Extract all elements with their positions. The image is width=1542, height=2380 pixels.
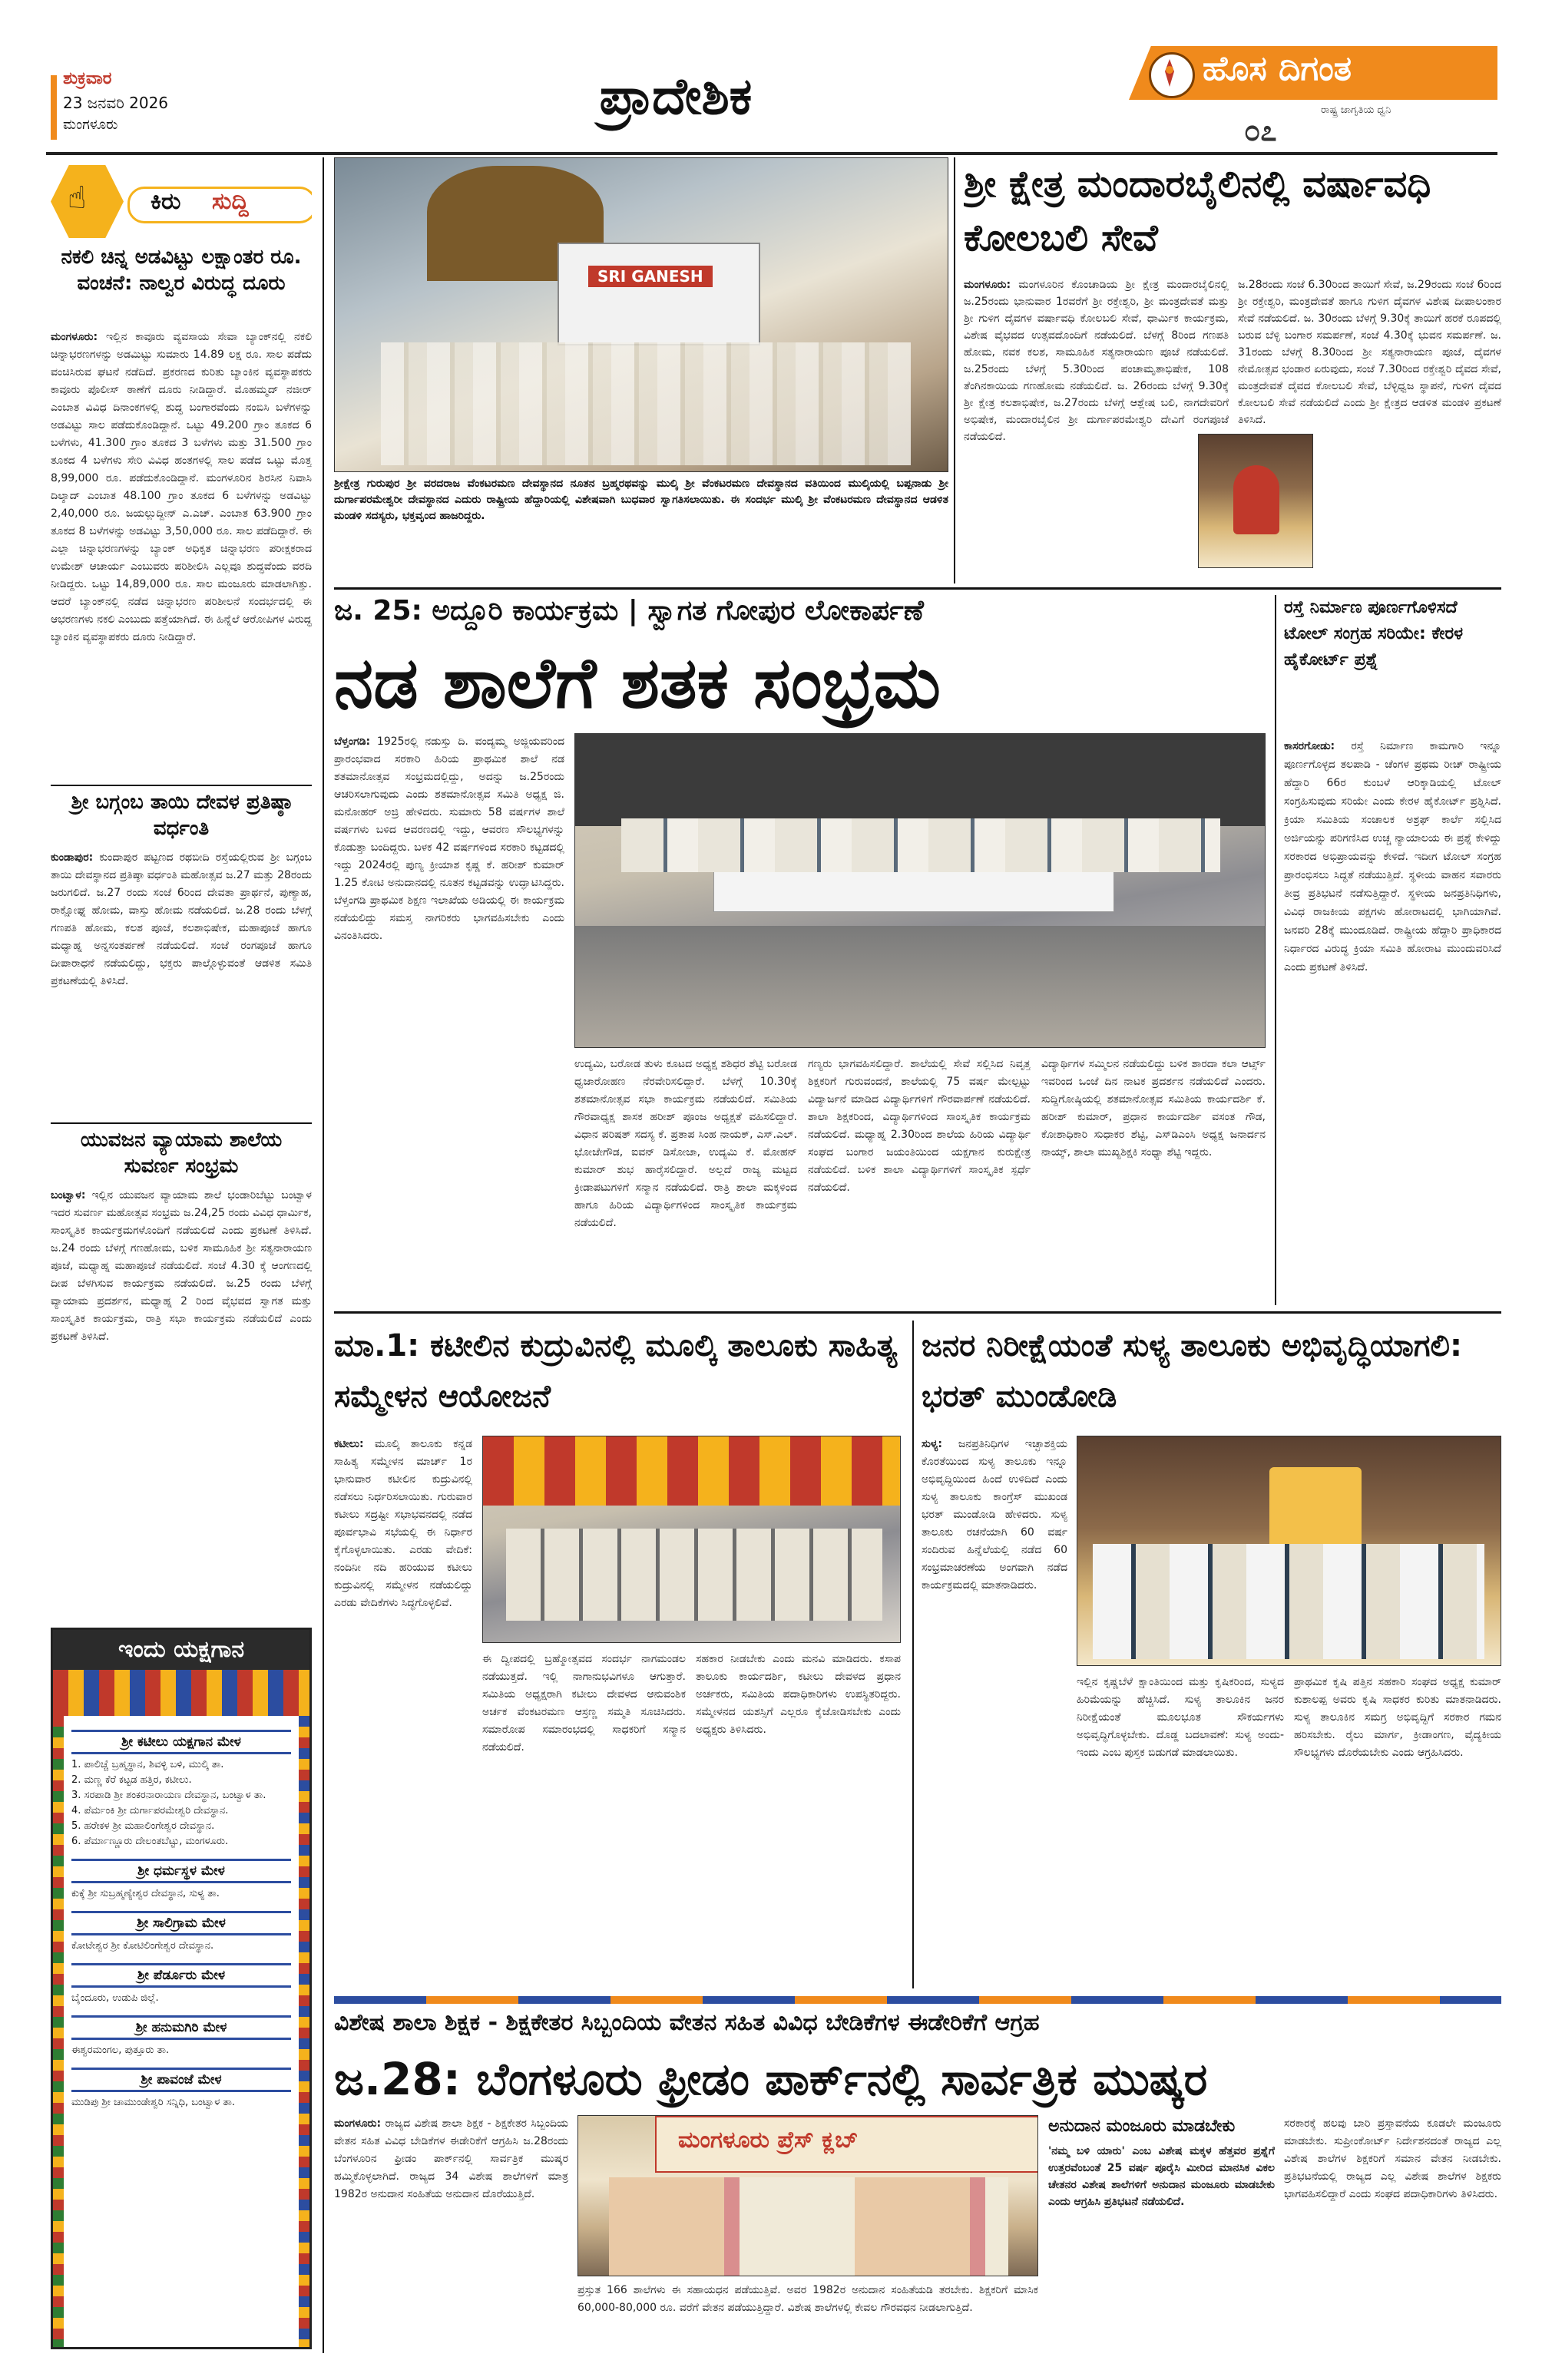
brief-body-wrap xyxy=(51,329,312,646)
seated-people xyxy=(621,818,1220,872)
dignitaries-on-stage xyxy=(1093,1544,1484,1659)
group-of-people xyxy=(381,342,911,465)
paper-name: ಹೊಸ ದಿಗಂತ xyxy=(1203,49,1352,88)
brief-divider xyxy=(51,1122,312,1124)
kola-body-b: ಜ.28ರಂದು ಸಂಜೆ 6.30ರಿಂದ ತಾಯಿಗೆ ಸೇವೆ, ಜ.29ರಂದು ಸಂಜೆ 6ರಿಂದ ಶ್ರೀ ರಕ್ತೇಶ್ವರಿ, ಮಂತ್ರದೇವತೆ ಹಾಗೂ ಗುಳಿಗ ದೈವಗಳ ವಿಶೇಷ ದೀಪಾಲಂಕಾರ ಸೇವೆ ನಡೆಯಲಿದೆ. ಜ. 30ರಂದು ಬೆಳಗ್ಗೆ 9.30ಕ್ಕೆ ತಾಯಿಗೆ ಹರಕೆ ರೂಪದಲ್ಲಿ ಬರುವ ಬೆಳ್ಳಿ ಬಂಗಾರ ಸಮರ್ಪಣೆ, ಸಂಜೆ 4.30ಕ್ಕೆ ಭುವನ ಸಮರ್ಪಣೆ. ಜ. 31ರಂದು ಬೆಳಗ್ಗೆ 8.30ರಿಂದ ಶ್ರೀ ಸತ್ಯನಾರಾಯಣ ಪೂಜೆ, ದೈವಗಳ ನೇಮೋತ್ಸವ ಭಂಡಾರ ಏರುವುದು, ಸಂಜೆ 7.30ರಿಂದ ರಕ್ತೇಶ್ವರಿ ದೈವದ ಸೇವೆ, ಮಂತ್ರದೇವತೆ ದೈವದ ಕೋಲಬಲಿ ಸೇವೆ, ಬೆಳ್ಳಿಧ್ವಜ ಸ್ಥಾಪನೆ, ಗುಳಿಗ ದೈವದ ಕೋಲಬಲಿ ಸೇವೆ ನಡೆಯಲಿದೆ ಎಂದು ಶ್ರೀ ಕ್ಷೇತ್ರದ ಆಡಳಿತ ಮಂಡಳಿ ಪ್ರಕಟಣೆ ತಿಳಿಸಿದೆ. xyxy=(1238,279,1501,426)
troupe-venue: ಕುಕ್ಕೆ ಶ್ರೀ ಸುಬ್ರಹ್ಮಣ್ಯೇಶ್ವರ ದೇವಸ್ಥಾನ, ಸುಳ್ಯ ತಾ. xyxy=(71,1888,220,1899)
strike-top-band xyxy=(334,1996,1501,2004)
school-body-1: 1925ರಲ್ಲಿ ನಡುಸ್ತು ದಿ. ವಂದ್ಯಮ್ಮ ಅಜ್ಜಿಯವರಿಂದ ಪ್ರಾರಂಭವಾದ ಸರಕಾರಿ ಹಿರಿಯ ಪ್ರಾಥಮಿಕ ಶಾಲೆ ನಡ ಶತಮಾನೋತ್ಸವ ಸಂಭ್ರಮದಲ್ಲಿದ್ದು, ಅದನ್ನು ಜ.25ರಂದು ಆಚರಿಸಲಾಗುವುದು ಎಂದು ಶತಮಾನೋತ್ಸವ ಸಮಿತಿ ಅಧ್ಯಕ್ಷ ಜಿ. ಮನೋಹರ್ ಅಜ್ರಿ ಹೇಳಿದರು. ಸುಮಾರು 58 ವರ್ಷಗಳ ಶಾಲೆ ವರ್ಷಗಳು ಬಳಿದ ಆವರಣದಲ್ಲಿ ಇದ್ದು, ಆವರಣ ಸೌಲಭ್ಯಗಳನ್ನು ಕೊಡುತ್ತಾ ಬಂದಿದ್ದರು. ಬಳಕ 42 ವರ್ಷಗಳಿಂದ ಸರಕಾರಿ ಕಟ್ಟಡದಲ್ಲಿ ಇದ್ದು 2024ರಲ್ಲಿ ಪುಣ್ಯ ಕ್ರೀಯಾಶ ಕೃಷ್ಣ ಕೆ. ಹರೀಶ್ ಕುಮಾರ್ 1.25 ಕೋಟಿ ಅನುದಾನದಲ್ಲಿ ನೂತನ ಕಟ್ಟಡವನ್ನು ಉದ್ಘಾಟಿಸಿದ್ದರು. ಬೆಳ್ತಂಗಡಿ ಪ್ರಾಥಮಿಕ ಶಿಕ್ಷಣ ಇಲಾಖೆಯ ಅಡಿಯಲ್ಲಿ ಈ ಕಾರ್ಯಕ್ರಮ ನಡೆಯಲಿದ್ದು ಸಮಸ್ತ ನಾಗರಿಕರು ಭಾಗವಹಿಸಬೇಕು ಎಂದು ವಿನಂತಿಸಿದರು. xyxy=(334,735,564,942)
strike-subhead: ಅನುದಾನ ಮಂಜೂರು ಮಾಡಬೇಕು xyxy=(1048,2117,1236,2136)
brief-headline: ಶ್ರೀ ಬಗ್ಗಂಬ ತಾಯಿ ದೇವಳ ಪ್ರತಿಷ್ಠಾ ವರ್ಧಂತಿ xyxy=(71,791,292,840)
section-rule xyxy=(334,587,1501,590)
troupe-venue: 6. ಪೆರ್ಮಾಣ್ಣೂರು ದೇಲಂತಬೆಟ್ಟು, ಮಂಗಳೂರು. xyxy=(71,1836,229,1847)
temple-photo-caption: ಶ್ರೀಕ್ಷೇತ್ರ ಗುರುಪುರ ಶ್ರೀ ವರದರಾಜ ವೆಂಕಟರಮಣ ದೇವಸ್ಥಾನದ ನೂತನ ಬ್ರಹ್ಮರಥವನ್ನು ಮುಲ್ಕಿ ಶ್ರೀ ವೆಂಕಟರಮಣ ದೇವಸ್ಥಾನದ ವತಿಯಿಂದ ಮುಲ್ಕಿಯಲ್ಲಿ ಬಪ್ಪನಾಡು ಶ್ರೀ ದುರ್ಗಾಪರಮೇಶ್ವರೀ ದೇವಸ್ಥಾನದ ಎದುರು ರಾಷ್ಟ್ರೀಯ ಹೆದ್ದಾರಿಯಲ್ಲಿ ವಿಶೇಷವಾಗಿ ಬುಧವಾರ ಸ್ವಾಗತಿಸಲಾಯಿತು. ಈ ಸಂದರ್ಭ ಮುಲ್ಕಿ ಶ್ರೀ ವೆಂಕಟರಮಣ ದೇವಸ್ಥಾನದ ಆಡಳಿತ ಮಂಡಳಿ ಸದಸ್ಯರು, ಭಕ್ತವೃಂದ ಹಾಜರಿದ್ದರು. xyxy=(334,478,948,522)
strike-body-1: ರಾಜ್ಯದ ವಿಶೇಷ ಶಾಲಾ ಶಿಕ್ಷಕ - ಶಿಕ್ಷಕೇತರ ಸಿಬ್ಬಂದಿಯ ವೇತನ ಸಹಿತ ವಿವಿಧ ಬೇಡಿಕೆಗಳ ಈಡೇರಿಕೆಗೆ ಆಗ್ರಹಿಸಿ ಜ.28ರಂದು ಬೆಂಗಳೂರಿನ ಫ್ರೀಡಂ ಪಾರ್ಕ್‌ನಲ್ಲಿ ಸಾರ್ವತ್ರಿಕ ಮುಷ್ಕರ ಹಮ್ಮಿಕೊಳ್ಳಲಾಗಿದೆ. ರಾಜ್ಯದ 34 ವಿಶೇಷ ಶಾಲೆಗಳಿಗೆ ಮಾತ್ರ 1982ರ ಅನುದಾನ ಸಂಹಿತೆಯ ಅನುದಾನ ದೊರೆಯುತ್ತಿದೆ. xyxy=(334,2117,568,2200)
strike-col2 xyxy=(577,2282,1038,2361)
sahitya-body-1: ಮೂಲ್ಕಿ ತಾಲೂಕು ಕನ್ನಡ ಸಾಹಿತ್ಯ ಸಮ್ಮೇಳನ ಮಾರ್ಚ್ 1ರ ಭಾನುವಾರ ಕಟೀಲಿನ ಕುದ್ರುವಿನಲ್ಲಿ ನಡೆಸಲು ನಿರ್ಧರಿಸಲಾಯಿತು. ಗುರುವಾರ ಕಟೀಲು ಸದ್ರಷ್ಟೀ ಸಭಾಭವನದಲ್ಲಿ ನಡೆದ ಪೂರ್ವಭಾವಿ ಸಭೆಯಲ್ಲಿ ಈ ನಿರ್ಧಾರ ಕೈಗೊಳ್ಳಲಾಯಿತು. ಎರಡು ವೇದಿಕೆ: ನಂದಿನೀ ನದಿ ಹರಿಯುವ ಕಟೀಲು ಕುದ್ರುವಿನಲ್ಲಿ ಸಮ್ಮೇಳನ ನಡೆಯಲಿದ್ದು ಎರಡು ವೇದಿಕೆಗಳು ಸಿದ್ಧಗೊಳ್ಳಲಿವೆ. xyxy=(334,1438,472,1609)
brief-body-wrap xyxy=(51,849,312,990)
troupe-venue: ಬೈಂದೂರು, ಉಡುಪಿ ಜಿಲ್ಲೆ. xyxy=(71,1992,159,2004)
troupe-name: ಶ್ರೀ ಧರ್ಮಸ್ಥಳ ಮೇಳ xyxy=(71,1859,291,1883)
brief-headline: ಯುವಜನ ವ್ಯಾಯಾಮ ಶಾಲೆಯ ಸುವರ್ಣ ಸಂಭ್ರಮ xyxy=(80,1129,283,1178)
yakshagana-border-right xyxy=(299,1716,309,2347)
brief-body: ಕುಂದಾಪುರ ಪಟ್ಟಣದ ರಥಬೀದಿ ರಸ್ತೆಯಲ್ಲಿರುವ ಶ್ರೀ ಬಗ್ಗಂಬ ತಾಯಿ ದೇವಸ್ಥಾನದ ಪ್ರತಿಷ್ಠಾ ವರ್ಧಂತಿ ಮಹೋತ್ಸವ ಜ.27 ಮತ್ತು 28ರಂದು ಜರುಗಲಿದೆ. ಜ.27 ರಂದು ಸಂಜೆ 6ರಿಂದ ದೇವತಾ ಪ್ರಾರ್ಥನೆ, ಪುಣ್ಯಾಹ, ರಾಕ್ಷೋಘ್ನ ಹೋಮ, ವಾಸ್ತು ಹೋಮ ನಡೆಯಲಿದೆ. ಜ.28 ರಂದು ಬೆಳಗ್ಗೆ ಗಣಪತಿ ಹೋಮ, ಕಲಶ ಪೂಜೆ, ಕಲಶಾಭಿಷೇಕ, ಮಹಾಪೂಜೆ ಹಾಗೂ ಮಧ್ಯಾಹ್ನ ಅನ್ನಸಂತರ್ಪಣೆ ನಡೆಯಲಿದೆ. ಸಂಜೆ ರಂಗಪೂಜೆ ಹಾಗೂ ದೀಪಾರಾಧನೆ ನಡೆಯಲಿದ್ದು, ಭಕ್ತರು ಪಾಲ್ಗೊಳ್ಳುವಂತೆ ಆಡಳಿತ ಸಮಿತಿ ಪ್ರಕಟಣೆಯಲ್ಲಿ ತಿಳಿಸಿದೆ. xyxy=(51,851,312,987)
sullia-stage-photo xyxy=(1077,1436,1501,1666)
sahitya-body-3: ಸಹಕಾರ ನೀಡಬೇಕು ಎಂದು ಮನವಿ ಮಾಡಿದರು. ಕಸಾಪ ತಾಲೂಕು ಕಾರ್ಯದರ್ಶಿ, ಕಟೀಲು ದೇವಳದ ಪ್ರಧಾನ ಅರ್ಚಕರು, ಸಮಿತಿಯ ಪದಾಧಿಕಾರಿಗಳು ಉಪಸ್ಥಿತರಿದ್ದರು. ಸಮ್ಮೇಳನದ ಯಶಸ್ಸಿಗೆ ಎಲ್ಲರೂ ಕೈಜೋಡಿಸಬೇಕು ಎಂದು ಅಧ್ಯಕ್ಷರು ತಿಳಿಸಿದರು. xyxy=(696,1653,901,1736)
troupe-name: ಶ್ರೀ ಕಟೀಲು ಯಕ್ಷಗಾನ ಮೇಳ xyxy=(71,1730,291,1754)
issue-city: ಮಂಗಳೂರು xyxy=(63,117,118,133)
school-kicker: ಜ. 25: ಅದ್ದೂರಿ ಕಾರ್ಯಕ್ರಮ | ಸ್ವಾಗತ ಗೋಪುರ ಲೋಕಾರ್ಪಣೆ xyxy=(334,595,924,626)
sahitya-col3 xyxy=(696,1651,901,1988)
sahitya-body-2: ಈ ದ್ವೀಪದಲ್ಲಿ ಬ್ರಹ್ಮೋತ್ಸವದ ಸಂದರ್ಭ ನಾಗಮಂಡಲ ನಡೆಯುತ್ತದೆ. ಇಲ್ಲಿ ನಾಗಾನುಭವಿಗಳೂ ಆಗುತ್ತಾರೆ. ಸಮಿತಿಯ ಅಧ್ಯಕ್ಷರಾಗಿ ಕಟೀಲು ದೇವಳದ ಆನುವಂಶಿಕ ಅರ್ಚಕ ವೆಂಕಟರಮಣ ಆಸ್ರಣ್ಣ ಸಮ್ಮತಿ ಸೂಚಿಸಿದರು. ಸಮಾರೋಪ ಸಮಾರಂಭದಲ್ಲಿ ಸಾಧಕರಿಗೆ ಸನ್ಮಾನ ನಡೆಯಲಿದೆ. xyxy=(482,1653,686,1754)
school-body-2: ಉದ್ಯಮಿ, ಬರೋಡ ತುಳು ಕೂಟದ ಅಧ್ಯಕ್ಷ ಶಶಿಧರ ಶೆಟ್ಟಿ ಬರೋಡ ಧ್ವಜಾರೋಹಣ ನೆರವೇರಿಸಲಿದ್ದಾರೆ. ಬೆಳಗ್ಗೆ 10.30ಕ್ಕೆ ಶತಮಾನೋತ್ಸವ ಸಭಾ ಕಾರ್ಯಕ್ರಮ ನಡೆಯಲಿದೆ. ಸಮಿತಿಯ ಗೌರವಾಧ್ಯಕ್ಷ ಶಾಸಕ ಹರೀಶ್ ಪೂಂಜ ಅಧ್ಯಕ್ಷತೆ ವಹಿಸಲಿದ್ದಾರೆ. ವಿಧಾನ ಪರಿಷತ್ ಸದಸ್ಯ ಕೆ. ಪ್ರತಾಪ ಸಿಂಹ ನಾಯಕ್, ಎಸ್.ಎಲ್. ಭೋಜೇಗೌಡ, ಐವನ್ ಡಿಸೋಜಾ, ಉದ್ಯಮಿ ಕೆ. ಮೋಹನ್ ಕುಮಾರ್ ಶುಭ ಹಾರೈಸಲಿದ್ದಾರೆ. ಅಲ್ಲದೆ ರಾಜ್ಯ ಮಟ್ಟದ ಕ್ರೀಡಾಪಟುಗಳಿಗೆ ಸನ್ಮಾನ ನಡೆಯಲಿದೆ. ರಾತ್ರಿ ಶಾಲಾ ಮಕ್ಕಳಿಂದ ಹಾಗೂ ಹಿರಿಯ ವಿದ್ಯಾರ್ಥಿಗಳಿಂದ ಸಾಂಸ್ಕೃತಿಕ ಕಾರ್ಯಕ್ರಮ ನಡೆಯಲಿದೆ. xyxy=(574,1058,797,1229)
toll-body: ರಸ್ತೆ ನಿರ್ಮಾಣ ಕಾಮಗಾರಿ ಇನ್ನೂ ಪೂರ್ಣಗೊಳ್ಳದ ತಲಪಾಡಿ - ಚೆಂಗಳ ಪ್ರಥಮ ರೀಚ್ ರಾಷ್ಟ್ರೀಯ ಹೆದ್ದಾರಿ 66ರ ಕುಂಬಳೆ ಆರಿಕ್ಕಾಡಿಯಲ್ಲಿ ಟೋಲ್ ಸಂಗ್ರಹಿಸುವುದು ಸರಿಯೇ ಎಂದು ಕೇರಳ ಹೈಕೋರ್ಟ್ ಪ್ರಶ್ನಿಸಿದೆ. ಕ್ರಿಯಾ ಸಮಿತಿಯ ಸಂಚಾಲಕ ಅಶ್ರಫ್ ಕಾರ್ಲೆ ಸಲ್ಲಿಸಿದ ಅರ್ಜಿಯನ್ನು ಪರಿಗಣಿಸಿದ ಉಚ್ಚ ನ್ಯಾಯಾಲಯ ಈ ಪ್ರಶ್ನೆ ಕೇಳಿದ್ದು ಸರಕಾರದ ಅಭಿಪ್ರಾಯವನ್ನು ಕೇಳಿದೆ. ಇದೀಗ ಟೋಲ್ ಸಂಗ್ರಹ ಪ್ರಾರಂಭಿಸಲು ಸಿದ್ಧತೆ ನಡೆಯುತ್ತಿದೆ. ಸ್ಥಳೀಯ ವಾಹನ ಸವಾರರು ತೀವ್ರ ಪ್ರತಿಭಟನೆ ನಡೆಸುತ್ತಿದ್ದಾರೆ. ಸ್ಥಳೀಯ ಜನಪ್ರತಿನಿಧಿಗಳು, ವಿವಿಧ ರಾಜಕೀಯ ಪಕ್ಷಗಳು ಹೋರಾಟದಲ್ಲಿ ಭಾಗಿಯಾಗಿವೆ. ಜನವರಿ 28ಕ್ಕೆ ಮುಂದೂಡಿದೆ. ರಾಷ್ಟ್ರೀಯ ಹೆದ್ದಾರಿ ಪ್ರಾಧಿಕಾರದ ನಿರ್ಧಾರದ ವಿರುದ್ಧ ಕ್ರಿಯಾ ಸಮಿತಿ ಹೋರಾಟ ಮುಂದುವರಿಸಿದೆ ಎಂದು ಪ್ರಕಟಣೆ ತಿಳಿಸಿದೆ. xyxy=(1284,740,1501,973)
brief-headline: ನಕಲಿ ಚಿನ್ನ ಅಡವಿಟ್ಟು ಲಕ್ಷಾಂತರ ರೂ. ವಂಚನೆ: ನಾಲ್ವರ ವಿರುದ್ಧ ದೂರು xyxy=(61,246,302,295)
troupe-venue: 4. ಪೆರ್ಮಂಕಿ ಶ್ರೀ ದುರ್ಗಾಪರಮೇಶ್ವರಿ ದೇವಸ್ಥಾನ. xyxy=(71,1805,229,1816)
hall-curtain xyxy=(483,1436,901,1506)
sahitya-headline: ಮಾ.1: ಕಟೀಲಿನ ಕುದ್ರುವಿನಲ್ಲಿ ಮೂಲ್ಕಿ ತಾಲೂಕು ಸಾಹಿತ್ಯ ಸಮ್ಮೇಳನ ಆಯೋಜನೆ xyxy=(334,1328,898,1414)
school-body-4: ವಿದ್ಯಾರ್ಥಿಗಳ ಸಮ್ಮಿಲನ ನಡೆಯಲಿದ್ದು ಬಳಿಕ ಶಾರದಾ ಕಲಾ ಆರ್ಟ್ಸ್ ಇವರಿಂದ ಒಂಜೆ ದಿನ ನಾಟಕ ಪ್ರದರ್ಶನ ನಡೆಯಲಿದೆ ಎಂದರು. ಸುದ್ದಿಗೋಷ್ಠಿಯಲ್ಲಿ ಶತಮಾನೋತ್ಸವ ಸಮಿತಿಯ ಕಾರ್ಯದರ್ಶಿ ಕೆ. ಹರೀಶ್ ಕುಮಾರ್, ಪ್ರಧಾನ ಕಾರ್ಯದರ್ಶಿ ವಸಂತ ಗೌಡ, ಕೋಶಾಧಿಕಾರಿ ಸುಧಾಕರ ಶೆಟ್ಟಿ, ಎಸ್‌ಡಿಎಂಸಿ ಅಧ್ಯಕ್ಷ ಜನಾರ್ದನ ನಾಯ್ಕ್, ಶಾಲಾ ಮುಖ್ಯಶಿಕ್ಷಕಿ ಸಂಧ್ಯಾ ಶೆಟ್ಟಿ ಇದ್ದರು. xyxy=(1041,1058,1266,1159)
strike-kicker: ವಿಶೇಷ ಶಾಲಾ ಶಿಕ್ಷಕ - ಶಿಕ್ಷಕೇತರ ಸಿಬ್ಬಂದಿಯ ವೇತನ ಸಹಿತ ವಿವಿಧ ಬೇಡಿಕೆಗಳ ಈಡೇರಿಕೆಗೆ ಆಗ್ರಹ xyxy=(334,2010,1040,2036)
brief-3 xyxy=(51,1127,312,1588)
brief-2 xyxy=(51,789,312,1119)
banner-text: ಮಂಗಳೂರು ಪ್ರೆಸ್ ಕ್ಲಬ್ xyxy=(678,2127,859,2154)
sahitya-col2 xyxy=(482,1651,686,1988)
toll-body-wrap xyxy=(1284,737,1501,1305)
troupe-name: ಶ್ರೀ ಪಾವಂಜೆ ಮೇಳ xyxy=(71,2068,291,2092)
sahitya-dateline: ಕಟೀಲು: xyxy=(334,1438,364,1450)
troupe-name: ಶ್ರೀ ಹನುಮಗಿರಿ ಮೇಳ xyxy=(71,2015,291,2040)
troupe-venue: 5. ಹರೇಕಳ ಶ್ರೀ ಮಹಾಲಿಂಗೇಶ್ವರ ದೇವಸ್ಥಾನ. xyxy=(71,1820,215,1832)
issue-date: 23 ಜನವರಿ 2026 xyxy=(63,94,169,112)
sullia-dateline: ಸುಳ್ಯ: xyxy=(922,1438,943,1450)
kiru-label-b: ಸುದ್ದಿ xyxy=(212,188,249,215)
school-col2 xyxy=(574,1056,797,1305)
deity-figure xyxy=(1233,465,1279,534)
kola-headline: ಶ್ರೀ ಕ್ಷೇತ್ರ ಮಂದಾರಬೈಲಿನಲ್ಲಿ ವರ್ಷಾವಧಿ ಕೋಲಬಲಿ ಸೇವೆ xyxy=(964,163,1431,259)
paper-logo xyxy=(1129,46,1497,154)
sullia-headline: ಜನರ ನಿರೀಕ್ಷೆಯಂತೆ ಸುಳ್ಯ ತಾಲೂಕು ಅಭಿವೃದ್ಧಿಯಾಗಲಿ: ಭರತ್ ಮುಂಡೋಡಿ xyxy=(922,1328,1463,1414)
sullia-column-rule xyxy=(912,1321,914,1988)
strike-dateline: ಮಂಗಳೂರು: xyxy=(334,2117,382,2130)
yakshagana-border-left xyxy=(53,1716,64,2347)
page-number: ೦೭ xyxy=(1244,114,1277,147)
left-column-rule xyxy=(323,157,324,2353)
school-press-photo xyxy=(574,733,1266,1048)
toll-column-rule xyxy=(1275,595,1276,1305)
masthead-date-block xyxy=(51,69,250,146)
brief-divider xyxy=(51,785,312,786)
sullia-col1 xyxy=(922,1436,1067,1988)
meeting-attendees xyxy=(506,1529,882,1621)
school-body-3: ಗಣ್ಯರು ಭಾಗವಹಿಸಲಿದ್ದಾರೆ. ಶಾಲೆಯಲ್ಲಿ ಸೇವೆ ಸಲ್ಲಿಸಿದ ನಿವೃತ್ತ ಶಿಕ್ಷಕರಿಗೆ ಗುರುವಂದನೆ, ಶಾಲೆಯಲ್ಲಿ 75 ವರ್ಷ ಮೇಲ್ಪಟ್ಟು ವಿದ್ಯಾರ್ಜನೆ ಮಾಡಿದ ವಿದ್ಯಾರ್ಥಿಗಳಿಗೆ ಗೌರವಾರ್ಪಣೆ ನಡೆಯಲಿದೆ. ಶಾಲಾ ಶಿಕ್ಷಕರಿಂದ, ವಿದ್ಯಾರ್ಥಿಗಳಿಂದ ಸಾಂಸ್ಕೃತಿಕ ಕಾರ್ಯಕ್ರಮ ನಡೆಯಲಿದೆ. ಮಧ್ಯಾಹ್ನ 2.30ರಿಂದ ಶಾಲೆಯ ಹಿರಿಯ ವಿದ್ಯಾರ್ಥಿ ಸಂಘದ ಬಂಗಾರ ಜಯಂತಿಯಿಂದ ಯಕ್ಷಗಾನ ಕುರುಕ್ಷೇತ್ರ ನಡೆಯಲಿದೆ. ಬಳಿಕ ಶಾಲಾ ವಿದ್ಯಾರ್ಥಿಗಳಿಗೆ ಸಾಂಸ್ಕೃತಿಕ ಸ್ಪರ್ಧೆ ನಡೆಯಲಿದೆ. xyxy=(808,1058,1031,1194)
troupe-venue: 1. ಪಾಲಿಚ್ಚೆ ಬ್ರಹ್ಮಸ್ಥಾನ, ಶಿವಳ್ಳಿ ಬಳಿ, ಮುಲ್ಕಿ ತಾ. xyxy=(71,1759,224,1770)
troupe-venue: 3. ಸರಪಾಡಿ ಶ್ರೀ ಶಂಕರನಾರಾಯಣ ದೇವಸ್ಥಾನ, ಬಂಟ್ವಾಳ ತಾ. xyxy=(71,1790,266,1801)
temple-chariot-photo xyxy=(334,157,948,472)
hand-icon: ☝ xyxy=(68,180,87,216)
school-headline: ನಡ ಶಾಲೆಗೆ ಶತಕ ಸಂಭ್ರಮ xyxy=(334,642,941,724)
troupe-venue: ಈಶ್ವರಮಂಗಲ, ಪುತ್ತೂರು ತಾ. xyxy=(71,2044,170,2056)
speakers-seated xyxy=(609,2177,1008,2276)
brief-dateline: ಬಂಟ್ವಾಳ: xyxy=(51,1189,86,1202)
troupe-venue: 2. ಮಣ್ಣ ಕೆರೆ ಕಟ್ಟಡ ಹತ್ತಿರ, ಕಟೀಲು. xyxy=(71,1774,192,1786)
yakshagana-title: ಇಂದು ಯಕ್ಷಗಾನ xyxy=(53,1630,309,1670)
school-col1 xyxy=(334,733,564,1305)
kola-body-col1 xyxy=(964,276,1229,583)
strike-body-2: ಪ್ರಸ್ತುತ 166 ಶಾಲೆಗಳು ಈ ಸಹಾಯಧನ ಪಡೆಯುತ್ತಿವೆ. ಅವರ 1982ರ ಅನುದಾನ ಸಂಹಿತೆಯಡಿ ತರಬೇಕು. ಶಿಕ್ಷಕರಿಗೆ ಮಾಸಿಕ 60,000-80,000 ರೂ. ವರೆಗೆ ವೇತನ ಪಡೆಯುತ್ತಿದ್ದಾರೆ. ವಿಶೇಷ ಶಾಲೆಗಳಲ್ಲಿ ಕೇವಲ ಗೌರವಧನ ನೀಡಲಾಗುತ್ತಿದೆ. xyxy=(577,2284,1038,2314)
sahitya-meeting-photo xyxy=(482,1436,901,1643)
section-title: ಪ್ರಾದೇಶಿಕ xyxy=(599,66,753,126)
brief-1 xyxy=(51,244,312,782)
truck-label: SRI GANESH xyxy=(588,266,713,287)
kiru-suddi-banner xyxy=(51,157,312,242)
kiru-label-a: ಕಿರು xyxy=(151,188,181,215)
masthead-rule xyxy=(46,152,1497,155)
yakshagana-crown-art xyxy=(53,1670,309,1716)
issue-day: ಶುಕ್ರವಾರ xyxy=(63,69,112,88)
strike-body-3: 'ನಮ್ಮ ಬಳಿ ಯಾರು' ಎಂಬ ವಿಶೇಷ ಮಕ್ಕಳ ಹೆತ್ತವರ ಪ್ರಶ್ನೆಗೆ ಉತ್ತರವೆಂಬಂತೆ 25 ವರ್ಷ ಪೂರೈಸಿ ಮೀರಿದ ಮಾನಸಿಕ ವಿಕಲ ಚೇತನರ ವಿಶೇಷ ಶಾಲೆಗಳಿಗೆ ಅನುದಾನ ಮಂಜೂರು ಮಾಡಬೇಕು ಎಂದು ಆಗ್ರಹಿಸಿ ಪ್ರತಿಭಟನೆ ನಡೆಯಲಿದೆ. xyxy=(1048,2145,1275,2208)
troupe-name: ಶ್ರೀ ಸಾಲಿಗ್ರಾಮ ಮೇಳ xyxy=(71,1911,291,1935)
section-rule xyxy=(334,1311,1501,1314)
brief-body: ಇಲ್ಲಿನ ಯುವಜನ ವ್ಯಾಯಾಮ ಶಾಲೆ ಭಂಡಾರಿಬೆಟ್ಟು ಬಂಟ್ವಾಳ ಇದರ ಸುವರ್ಣ ಮಹೋತ್ಸವ ಸಂಭ್ರಮ ಜ.24,25 ರಂದು ವಿವಿಧ ಧಾರ್ಮಿಕ, ಸಾಂಸ್ಕೃತಿಕ ಕಾರ್ಯಕ್ರಮಗಳೊಂದಿಗೆ ನಡೆಯಲಿದೆ ಎಂದು ಪ್ರಕಟಣೆ ತಿಳಿಸಿದೆ. ಜ.24 ರಂದು ಬೆಳಗ್ಗೆ ಗಣಹೋಮ, ಬಳಿಕ ಸಾಮೂಹಿಕ ಶ್ರೀ ಸತ್ಯನಾರಾಯಣ ಪೂಜೆ, ಮಧ್ಯಾಹ್ನ ಮಹಾಪೂಜೆ ನಡೆಯಲಿದೆ. ಸಂಜೆ 4.30 ಕ್ಕೆ ಆಂಗಣದಲ್ಲಿ ದೀಪ ಬೆಳಗಿಸುವ ಕಾರ್ಯಕ್ರಮ ನಡೆಯಲಿದೆ. ಜ.25 ರಂದು ಬೆಳಗ್ಗೆ ವ್ಯಾಯಾಮ ಪ್ರದರ್ಶನ, ಮಧ್ಯಾಹ್ನ 2 ರಿಂದ ವೈಭವದ ಸ್ವಾಗತ ಮತ್ತು ಸಾಂಸ್ಕೃತಿಕ ಕಾರ್ಯಕ್ರಮ, ರಾತ್ರಿ ಸಭಾ ಕಾರ್ಯಕ್ರಮ ನಡೆಯಲಿದೆ ಎಂದು ಪ್ರಕಟಣೆ ತಿಳಿಸಿದೆ. xyxy=(51,1189,312,1343)
school-dateline: ಬೆಳ್ತಂಗಡಿ: xyxy=(334,735,371,748)
sullia-body-2: ಇಲ್ಲಿನ ಕೃಷ್ಣಬೆಳೆ ಕ್ಷಾಂತಿಯಿಂದ ಮತ್ತು ಕೃಷಿಕರಿಂದ, ಸುಳ್ಯದ ಹಿರಿಮೆಯನ್ನು ಹೆಚ್ಚಿಸಿದೆ. ಸುಳ್ಯ ತಾಲೂಕಿನ ಜನರ ನಿರೀಕ್ಷೆಯಂತೆ ಮೂಲಭೂತ ಸೌಕರ್ಯಗಳು ಅಭಿವೃದ್ಧಿಗೊಳ್ಳಬೇಕು. ದೊಡ್ಡ ಬದಲಾವಣೆ: ಸುಳ್ಯ ಅಂದು-ಇಂದು ಎಂಬ ಪುಸ್ತಕ ಬಿಡುಗಡೆ ಮಾಡಲಾಯಿತು. xyxy=(1077,1676,1284,1759)
strike-press-photo xyxy=(577,2115,1038,2276)
sullia-body-1: ಜನಪ್ರತಿನಿಧಿಗಳ ಇಚ್ಛಾಶಕ್ತಿಯ ಕೊರತೆಯಿಂದ ಸುಳ್ಯ ತಾಲೂಕು ಇನ್ನೂ ಅಭಿವೃದ್ಧಿಯಿಂದ ಹಿಂದೆ ಉಳಿದಿದೆ ಎಂದು ಸುಳ್ಯ ತಾಲೂಕು ಕಾಂಗ್ರೆಸ್ ಮುಖಂಡ ಭರತ್ ಮುಂಡೋಡಿ ಹೇಳಿದರು. ಸುಳ್ಯ ತಾಲೂಕು ರಚನೆಯಾಗಿ 60 ವರ್ಷ ಸಂದಿರುವ ಹಿನ್ನೆಲೆಯಲ್ಲಿ ನಡೆದ 60 ಸಂಭ್ರಮಾಚರಣೆಯ ಅಂಗವಾಗಿ ನಡೆದ ಕಾರ್ಯಕ್ರಮದಲ್ಲಿ ಮಾತನಾಡಿದರು. xyxy=(922,1438,1067,1592)
paper-tagline: ರಾಷ್ಟ್ರ ಜಾಗೃತಿಯ ಧ್ವನಿ xyxy=(1321,104,1391,116)
school-col3 xyxy=(808,1056,1031,1305)
sahitya-col1 xyxy=(334,1436,472,1988)
strike-body-4: ಸರಕಾರಕ್ಕೆ ಹಲವು ಬಾರಿ ಪ್ರಸ್ತಾವನೆಯ ಕೂಡಲೇ ಮಂಜೂರು ಮಾಡಬೇಕು. ಸುಪ್ರೀಂಕೋರ್ಟ್ ನಿರ್ದೇಶನದಂತೆ ರಾಜ್ಯದ ಎಲ್ಲ ವಿಶೇಷ ಶಾಲೆಗಳ ಶಿಕ್ಷಕರಿಗೆ ಸಮಾನ ವೇತನ ನೀಡಬೇಕು. ಪ್ರತಿಭಟನೆಯಲ್ಲಿ ರಾಜ್ಯದ ಎಲ್ಲ ವಿಶೇಷ ಶಾಲೆಗಳ ಶಿಕ್ಷಕರು ಭಾಗವಹಿಸಲಿದ್ದಾರೆ ಎಂದು ಸಂಘದ ಪದಾಧಿಕಾರಿಗಳು ತಿಳಿಸಿದರು. xyxy=(1284,2117,1501,2200)
kola-deity-photo xyxy=(1198,434,1313,568)
troupe-venue: ಮುಡಿಪು ಶ್ರೀ ಚಾಮುಂಡೇಶ್ವರಿ ಸನ್ನಿಧಿ, ಬಂಟ್ವಾಳ ತಾ. xyxy=(71,2097,236,2108)
toll-dateline: ಕಾಸರಗೋಡು: xyxy=(1284,740,1335,752)
kiru-hexagon xyxy=(51,165,124,238)
blackboard xyxy=(575,734,1266,826)
strike-sidebar xyxy=(1048,2115,1275,2361)
yakshagana-list xyxy=(71,1721,291,2111)
date-accent-bar xyxy=(51,75,57,140)
yakshagana-box xyxy=(51,1628,312,2349)
strike-headline: ಜ.28: ಬೆಂಗಳೂರು ಫ್ರೀಡಂ ಪಾರ್ಕ್‌ನಲ್ಲಿ ಸಾರ್ವತ್ರಿಕ ಮುಷ್ಕರ xyxy=(334,2053,1208,2105)
brief-dateline: ಕುಂಡಾಪುರ: xyxy=(51,851,94,864)
kola-body-a: ಮಂಗಳೂರಿನ ಕೊಂಚಾಡಿಯ ಶ್ರೀ ಕ್ಷೇತ್ರ ಮಂದಾರಬೈಲಿನಲ್ಲಿ ಜ.25ರಂದು ಭಾನುವಾರ 1ರವರೆಗೆ ಶ್ರೀ ರಕ್ತೇಶ್ವರಿ, ಶ್ರೀ ಮಂತ್ರದೇವತೆ ಮತ್ತು ಶ್ರೀ ಗುಳಿಗ ದೈವಗಳ ವರ್ಷಾವಧಿ ಕೋಲಬಲಿ ಸೇವೆ, ಧಾರ್ಮಿಕ ಕಾರ್ಯಕ್ರಮ, ವಿಶೇಷ ವೈಭವದ ಉತ್ಸವದೊಂದಿಗೆ ನಡೆಯಲಿದೆ. ಬೆಳಗ್ಗೆ 8ರಿಂದ ಗಣಪತಿ ಹೋಮ, ನವಕ ಕಲಶ, ಸಾಮೂಹಿಕ ಸತ್ಯನಾರಾಯಣ ಪೂಜೆ ನಡೆಯಲಿದೆ. ಜ.25ರಂದು ಬೆಳಗ್ಗೆ 5.30ರಿಂದ ಪಂಚಾಮೃತಾಭಿಷೇಕ, 108 ತೆಂಗಿನಕಾಯಿಯ ಗಣಹೋಮ ನಡೆಯಲಿದೆ. ಜ. 26ರಂದು ಬೆಳಗ್ಗೆ 9.30ಕ್ಕೆ ಶ್ರೀ ಕ್ಷೇತ್ರ ಕಲಶಾಭಿಷೇಕ, ಜ.27ರಂದು ಬೆಳಗ್ಗೆ ಆಶ್ಲೇಷ ಬಲಿ, ನಾಗದೇವರಿಗೆ ಅಭಿಷೇಕ, ಮಂದಾರಬೈಲಿನ ಶ್ರೀ ದುರ್ಗಾಪರಮೇಶ್ವರಿ ದೇವಿಗೆ ರಂಗಪೂಜೆ ನಡೆಯಲಿದೆ. xyxy=(964,279,1229,443)
sullia-col3 xyxy=(1294,1674,1501,1988)
sullia-body-3: ಪ್ರಾಥಮಿಕ ಕೃಷಿ ಪತ್ತಿನ ಸಹಕಾರಿ ಸಂಘದ ಅಧ್ಯಕ್ಷ ಕುಮಾರ್ ಕುಶಾಲಪ್ಪ ಅವರು ಕೃಷಿ ಸಾಧಕರ ಕುರಿತು ಮಾತನಾಡಿದರು. ಸುಳ್ಯ ತಾಲೂಕಿನ ಸಮಗ್ರ ಅಭಿವೃದ್ಧಿಗೆ ಸರಕಾರ ಗಮನ ಹರಿಸಬೇಕು. ರೈಲು ಮಾರ್ಗ, ಕ್ರೀಡಾಂಗಣ, ವೈದ್ಯಕೀಯ ಸೌಲಭ್ಯಗಳು ದೊರೆಯಬೇಕು ಎಂದು ಆಗ್ರಹಿಸಿದರು. xyxy=(1294,1676,1501,1759)
troupe-name: ಶ್ರೀ ಪೆರ್ಡೂರು ಮೇಳ xyxy=(71,1963,291,1988)
toll-headline: ರಸ್ತೆ ನಿರ್ಮಾಣ ಪೂರ್ಣಗೊಳಿಸದೆ ಟೋಲ್ ಸಂಗ್ರಹ ಸರಿಯೇ: ಕೇರಳ ಹೈಕೋರ್ಟ್ ಪ್ರಶ್ನೆ xyxy=(1284,598,1464,669)
top-column-rule xyxy=(954,157,955,583)
brief-dateline: ಮಂಗಳೂರು: xyxy=(51,331,98,343)
kola-dateline: ಮಂಗಳೂರು: xyxy=(964,279,1011,291)
troupe-venue: ಕೋಟೇಶ್ವರ ಶ್ರೀ ಕೋಟಿಲಿಂಗೇಶ್ವರ ದೇವಸ್ಥಾನ. xyxy=(71,1940,214,1952)
front-row-people xyxy=(575,926,1266,1048)
strike-col1 xyxy=(334,2115,568,2361)
strike-col4 xyxy=(1284,2115,1501,2361)
logo-emblem-icon xyxy=(1149,52,1195,98)
brief-body: ಇಲ್ಲಿನ ಕಾವೂರು ವ್ಯವಸಾಯ ಸೇವಾ ಬ್ಯಾಂಕ್‌ನಲ್ಲಿ ನಕಲಿ ಚಿನ್ನಾಭರಣಗಳನ್ನು ಅಡಮಿಟ್ಟು ಸುಮಾರು 14.89 ಲಕ್ಷ ರೂ. ಸಾಲ ಪಡೆದು ವಂಚಿಸಿರುವ ಘಟನೆ ನಡೆದಿದೆ. ಪ್ರಕರಣದ ಕುರಿತು ಬ್ಯಾಂಕಿನ ವ್ಯವಸ್ಥಾಪಕರು ಕಾವೂರು ಪೊಲೀಸ್ ಠಾಣೆಗೆ ದೂರು ನೀಡಿದ್ದಾರೆ. ಮೊಹಮ್ಮದ್ ನಜೀರ್ ಎಂಬಾತ ವಿವಿಧ ದಿನಾಂಕಗಳಲ್ಲಿ ಶುದ್ಧ ಬಂಗಾರವೆಂದು ನಂಬಿಸಿ ಬಳೆಗಳನ್ನು ಅಡವಿಟ್ಟು ಸಾಲ ಪಡೆದುಕೊಂಡಿದ್ದಾನೆ. ಒಟ್ಟು 49.200 ಗ್ರಾಂ ತೂಕದ 6 ಬಳೆಗಳು, 41.300 ಗ್ರಾಂ ತೂಕದ 3 ಬಳೆಗಳು ಮತ್ತು 31.500 ಗ್ರಾಂ ತೂಕದ 4 ಬಳೆಗಳು ಸೇರಿ ವಿವಿಧ ಹಂತಗಳಲ್ಲಿ ಸಾಲ ಪಡೆದ ಒಟ್ಟು ಮೊತ್ತ 8,99,000 ರೂ. ಪಡೆದುಕೊಂಡಿದ್ದಾನೆ. ಮಂಗಳೂರಿನ ಶಿರಸಿನ ನಿವಾಸಿ ದಿಲ್ಶಾದ್ ಎಂಬಾತ 48.100 ಗ್ರಾಂ ತೂಕದ 6 ಬಳೆಗಳನ್ನು ಅಡವಿಟ್ಟು 2,40,000 ರೂ. ಜಯಲ್ಲುದ್ದೀನ್ ಎ.ಎಚ್. ಎಂಬಾತ 63.900 ಗ್ರಾಂ ತೂಕದ 8 ಬಳೆಗಳನ್ನು ಅಡವಿಟ್ಟು 3,50,000 ರೂ. ಸಾಲ ಪಡೆದಿದ್ದಾರೆ. ಈ ಎಲ್ಲಾ ಚಿನ್ನಾಭರಣಗಳನ್ನು ಬ್ಯಾಂಕ್ ಅಧಿಕೃತ ಚಿನ್ನಾಭರಣ ಪರೀಕ್ಷಕರಾದ ಉಮೇಶ್ ಆಚಾರ್ಯ ಎಂಬುವರು ಪರಿಶೀಲಿಸಿ ಎಲ್ಲವೂ ಶುದ್ಧವೆಂದು ವರದಿ ನೀಡಿದ್ದರು. ಒಟ್ಟು 14,89,000 ರೂ. ಸಾಲ ಮಂಜೂರು ಮಾಡಲಾಗಿತ್ತು. ಆದರೆ ಬ್ಯಾಂಕ್‌ನಲ್ಲಿ ನಡೆದ ಚಿನ್ನಾಭರಣ ಪರಿಶೀಲನೆ ಸಂದರ್ಭದಲ್ಲಿ ಈ ಆಭರಣಗಳು ನಕಲಿ ಎಂಬುದು ಪತ್ತೆಯಾಗಿದೆ. ಈ ಹಿನ್ನೆಲೆ ಆರೋಪಿಗಳ ವಿರುದ್ಧ ಬ್ಯಾಂಕಿನ ವ್ಯವಸ್ಥಾಪಕರು ದೂರು ನೀಡಿದ್ದಾರೆ. xyxy=(51,331,312,643)
brief-body-wrap xyxy=(51,1187,312,1346)
school-col4 xyxy=(1041,1056,1266,1305)
truck-shape xyxy=(558,243,760,345)
sullia-col2 xyxy=(1077,1674,1284,1988)
